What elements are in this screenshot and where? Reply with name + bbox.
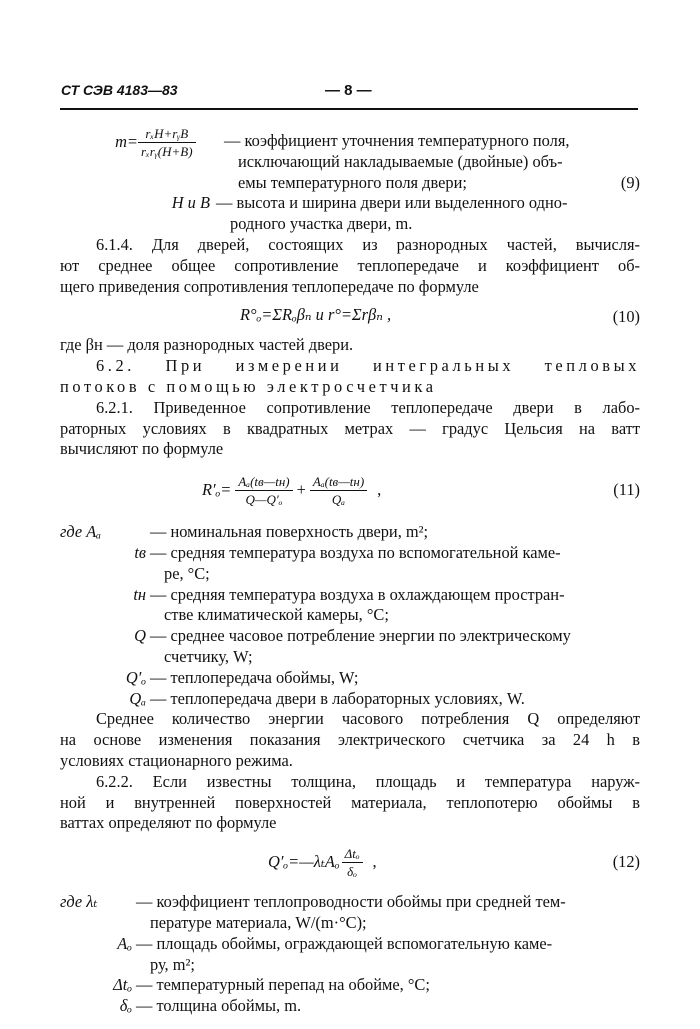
variable-row: tн — средняя температура воздуха в охлаждающем простран- стве климатической камеры, °C;	[133, 584, 565, 625]
m-description-line: емы температурного поля двери;	[238, 172, 467, 192]
equation-12: Q′ₒ=—λₜAₒ $\frac{\text{Δtₒ}}{\text{δₒ}}$ , (12)	[268, 846, 640, 880]
hb-description-line: — высота и ширина двери или выделенного одно-	[216, 193, 568, 213]
variable-row: где Aₐ — номинальная поверхность двери, m²;	[60, 522, 429, 542]
variable-row: Aₒ — площадь обоймы, ограждающей вспомогательную каме- ру, m²;	[117, 933, 553, 974]
page-header	[0, 82, 700, 108]
m-fraction	[138, 126, 196, 159]
page-body	[60, 124, 640, 1017]
m-definition	[60, 126, 640, 193]
equation-number-9: (9)	[620, 172, 640, 192]
section-6-2-heading: 6.2. При измерении интегральных тепловых потоков с помощью электросчетчика	[60, 356, 640, 396]
variable-row: Q — среднее часовое потребление энергии по электрическому счетчику, W;	[134, 626, 571, 666]
variable-row: Qₐ — теплопередача двери в лабораторных условиях, W.	[129, 688, 525, 708]
equation-11-number: (11)	[613, 480, 640, 500]
equation-11: R′ₒ= $\frac{\text{Aₐ(tв—tн)}}{\text{Q—Q′ₒ}}$ + $\frac{\text{Aₐ(tв—tн)}}{\text{Qₐ}}$ , (11)	[202, 474, 640, 508]
equation-12-number: (12)	[612, 852, 640, 872]
page-number: — 8 —	[325, 82, 372, 99]
header-rule	[60, 108, 638, 110]
equation-11-lhs: R′ₒ=	[202, 480, 232, 500]
paragraph-energy: Среднее количество энергии часового потребления Q определяют на основе изменения показания электрического счетчика за 24 h в условиях стационарного режима.	[60, 709, 640, 770]
hb-definition	[60, 193, 640, 235]
variable-row: δₒ — толщина обоймы, m.	[119, 996, 302, 1016]
equation-11-plus: +	[296, 480, 306, 500]
equation-12-lhs: Q′ₒ=—λₜAₒ	[268, 852, 340, 872]
paragraph-6-1-4: 6.1.4. Для дверей, состоящих из разнородных частей, вычисля- ют среднее общее сопротивление теплопередаче и коэффициент об- щего приведения сопротивления теплопередаче по формуле	[60, 234, 640, 296]
variable-row: Q′ₒ — теплопередача обоймы, W;	[125, 667, 359, 687]
variable-list-2	[60, 892, 640, 1017]
equation-10-formula: R°ₒ=ΣRₒβₙ и r°=Σrβₙ ,	[240, 305, 392, 325]
m-description-line: исключающий накладываемые (двойные) объ-	[238, 151, 563, 171]
beta-definition: где βн — доля разнородных частей двери.	[60, 335, 354, 355]
equation-10-number: (10)	[612, 307, 640, 327]
equation-11-fraction-1: $\frac{\text{Aₐ(tв—tн)}}{\text{Q—Q′ₒ}}$	[235, 474, 292, 507]
m-fraction-denominator: rₓrᵧ(H+B)	[138, 142, 196, 159]
equation-12-fraction: $\frac{\text{Δtₒ}}{\text{δₒ}}$	[342, 846, 363, 879]
hb-description-line: родного участка двери, m.	[230, 214, 413, 234]
variable-list-1	[60, 522, 640, 709]
m-description-line: — коэффициент уточнения температурного поля,	[224, 131, 570, 150]
m-fraction-numerator: rₓH+rᵧB	[145, 126, 189, 141]
paragraph-6-2-2: 6.2.2. Если известны толщина, площадь и температура наруж- ной и внутренней поверхностей материала, теплопотерю обоймы в ваттах определяют по формуле	[60, 771, 640, 833]
equation-10	[60, 297, 640, 335]
variable-row: tв — средняя температура воздуха по вспомогательной каме- ре, °C;	[134, 542, 561, 583]
standard-code: СТ СЭВ 4183—83	[61, 82, 178, 98]
m-symbol: m=	[115, 132, 138, 151]
variable-row: Δtₒ — температурный перепад на обойме, °C;	[113, 975, 430, 995]
variable-row: где λₜ — коэффициент теплопроводности обоймы при средней тем- пературе материала, W/(m·°C);	[60, 892, 566, 932]
equation-11-fraction-2: $\frac{\text{Aₐ(tв—tн)}}{\text{Qₐ}}$	[310, 474, 367, 507]
hb-symbol: H и B	[171, 193, 210, 213]
paragraph-6-2-1: 6.2.1. Приведенное сопротивление теплопередаче двери в лабо- раторных условиях в квадратных метрах — градус Цельсия на ватт вычисляют по формуле	[60, 397, 640, 459]
